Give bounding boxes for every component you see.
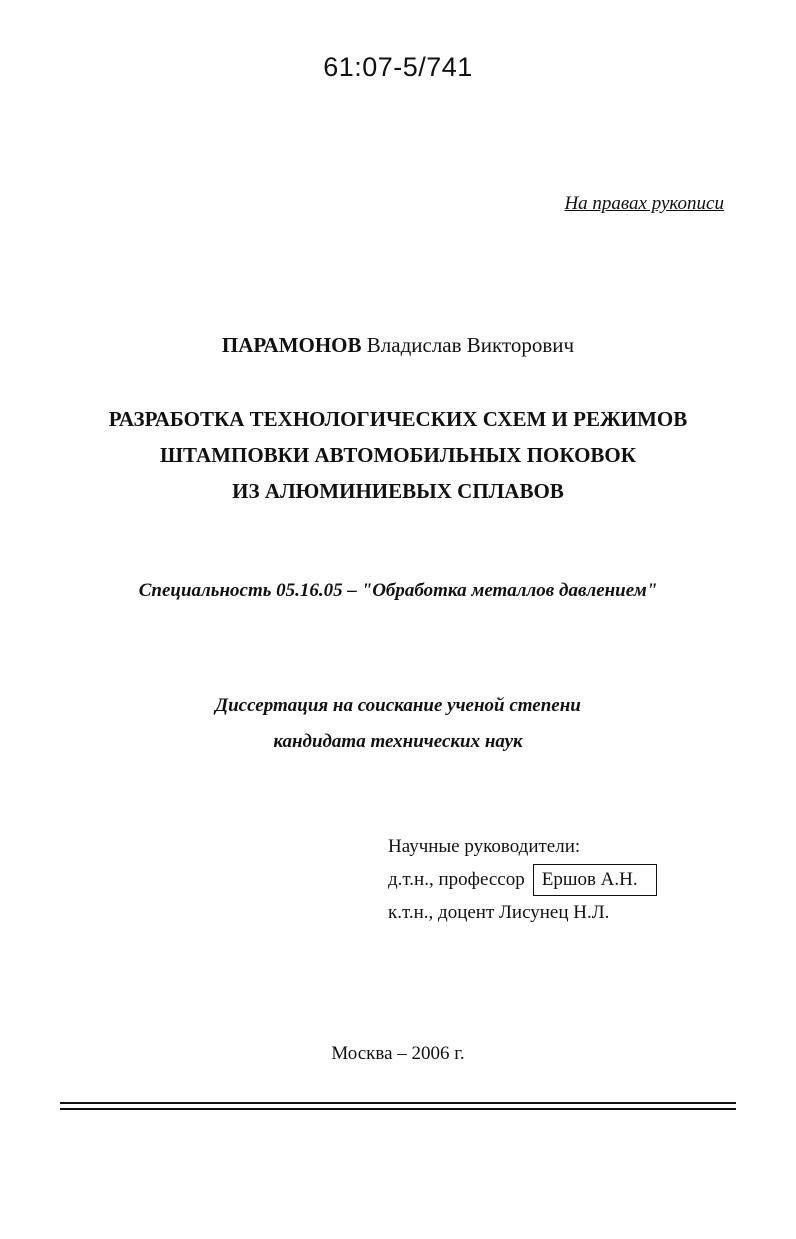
advisors-block [388,830,657,929]
advisor-2: к.т.н., доцент Лисунец Н.Л. [388,902,610,923]
author-surname: ПАРАМОНОВ [221,333,362,357]
bottom-rule-bottom [60,1108,736,1110]
author-name: Владислав Викторович [366,333,575,357]
bottom-rule-top [60,1102,736,1104]
degree-line: кандидата технических наук [273,731,523,752]
specialty: Специальность 05.16.05 – "Обработка металлов давлением" [138,580,658,601]
title-line: РАЗРАБОТКА ТЕХНОЛОГИЧЕСКИХ СХЕМ И РЕЖИМОВ [108,407,688,431]
catalog-code: 61:07-5/741 [323,52,473,82]
advisor-1-name-box: Ершов А.Н. [533,864,657,896]
title-line: ШТАМПОВКИ АВТОМОБИЛЬНЫХ ПОКОВОК [159,443,636,467]
advisor-1 [388,863,657,896]
advisor-1-title: д.т.н., профессор [388,869,525,890]
city-year: Москва – 2006 г. [331,1043,465,1064]
advisors-heading: Научные руководители: [388,836,581,857]
title-line: ИЗ АЛЮМИНИЕВЫХ СПЛАВОВ [232,479,564,503]
manuscript-rights-note: На правах рукописи [564,193,724,214]
degree-line: Диссертация на соискание ученой степени [215,695,581,716]
dissertation-title [0,401,796,509]
author [0,333,796,358]
degree-statement [0,688,796,760]
